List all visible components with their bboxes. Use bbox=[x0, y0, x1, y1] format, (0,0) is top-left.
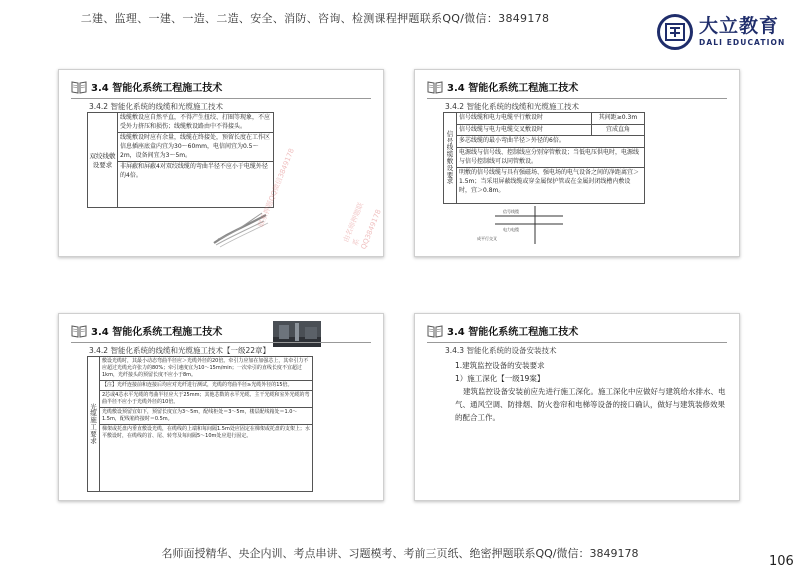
table-row: 电源线与信号线、控制线应分别穿管敷设；当低电压供电时，电源线与信号控制线可以同管敷设。 bbox=[457, 148, 644, 168]
slide-title: 3.4 智能化系统工程施工技术 bbox=[447, 83, 579, 94]
table-cell: 信号线缆与电力电缆交叉敷设时 bbox=[457, 125, 592, 136]
table-row: 2芯或4芯水平光缆的弯曲半径应大于25mm；其他芯数的水平光缆、主干光缆和室外光缆的弯曲半径不应小于光缆外径的10倍。 bbox=[100, 391, 312, 408]
table-cell: 其间距≥0.3m bbox=[598, 114, 638, 121]
book-icon bbox=[71, 324, 87, 338]
slide-subtitle: 3.4.2 智能化系统的线缆和光缆施工技术 bbox=[89, 102, 223, 111]
logo-icon bbox=[657, 14, 693, 50]
slide-4 bbox=[414, 313, 740, 501]
slide-subtitle: 3.4.3 智能化系统的设备安装技术 bbox=[445, 346, 557, 355]
bottom-banner: 名师面授精华、央企内训、考点串讲、习题模考、考前三页纸、绝密押题联系QQ/微信：3849178 bbox=[161, 547, 639, 560]
book-icon bbox=[427, 324, 443, 338]
logo-en: DALI EDUCATION bbox=[699, 38, 786, 48]
slide-title: 3.4 智能化系统工程施工技术 bbox=[91, 83, 223, 94]
table-row bbox=[457, 125, 644, 137]
signal-cable-table bbox=[443, 112, 645, 204]
table-row bbox=[457, 113, 644, 125]
diagram-label: 信号线缆 bbox=[503, 209, 519, 214]
table-side-label: 双绞线敷设要求 bbox=[88, 113, 118, 207]
table-side-label: 光缆施工要求 bbox=[88, 357, 100, 491]
cable-crossing-diagram bbox=[475, 204, 570, 246]
table-cell: 信号线缆和电力电缆平行敷设时 bbox=[457, 113, 592, 124]
diagram-label: 电力电缆 bbox=[503, 227, 519, 232]
table-row: 敷设光缆时，其最小动态弯曲半径应＞光缆外径的20倍。牵引力应加在加强芯上，其牵引力不应超过光缆允许张力的80%；牵引速度宜为10～15m/min；一次牵引的直线长度不宜超过1km，光纤接头的预留长度不应小于8m。 bbox=[100, 357, 312, 381]
divider bbox=[71, 98, 371, 99]
table-row: 线缆敷设时应有余量，线缆在终接处，预留长度在工作区信息插座底盒内宜为30～60mm，电信间宜为0.5～2m，设备间宜为3～5m。 bbox=[118, 133, 273, 162]
watermark: 联系押题QQ微信3849178 bbox=[256, 147, 296, 229]
slide-title: 3.4 智能化系统工程施工技术 bbox=[447, 327, 579, 338]
slide-title: 3.4 智能化系统工程施工技术 bbox=[91, 327, 223, 338]
cable-requirements-table bbox=[87, 112, 274, 208]
table-row: 多芯线缆的最小弯曲半径＞外径的6倍。 bbox=[457, 136, 644, 148]
page-number: 106 bbox=[769, 554, 794, 566]
watermark: 由名师押题联系QQ3849178 bbox=[341, 201, 383, 251]
book-icon bbox=[71, 80, 87, 94]
slide-2 bbox=[414, 69, 740, 257]
slide-3 bbox=[58, 313, 384, 501]
logo-cn: 大立教育 bbox=[699, 15, 780, 38]
site-photo bbox=[273, 321, 321, 347]
table-cell: 宜成直角 bbox=[605, 125, 630, 133]
slide-subtitle: 3.4.2 智能化系统的线缆和光缆施工技术 bbox=[445, 102, 579, 111]
divider bbox=[427, 342, 727, 343]
section-heading: 1.建筑监控设备的安装要求 bbox=[455, 361, 545, 370]
body-paragraph: 建筑监控设备安装前应先进行施工深化。施工深化中应做好与建筑给水排水、电气、通风空调、防排烟、防火卷帘和电梯等设备的接口确认，做好与建筑装修效果的配合工作。 bbox=[455, 387, 726, 422]
slide-1 bbox=[58, 69, 384, 257]
table-row: 梯架或托盘内垂直敷设光缆，在缆线的上端和每间隔1.5m处应固定在梯架或托盘的支架上；水平敷设时，在缆线的首、尾、转弯及每间隔5～10m处应进行固定。 bbox=[102, 426, 310, 439]
divider bbox=[427, 98, 727, 99]
table-row: 明敷的信号线缆与具有强磁场、强电场的电气设备之间的净距离宜＞1.5m；当采用屏蔽线缆或穿金属保护管或在金属封闭线槽内敷设时，宜＞0.8m。 bbox=[459, 169, 640, 194]
optical-cable-table bbox=[87, 356, 313, 492]
book-icon bbox=[427, 80, 443, 94]
table-row: 【注】光纤连接前和连接后均应对光纤进行测试，光缆的弯曲半径≥光缆外径的15倍。 bbox=[100, 381, 312, 391]
table-row: 光缆敷设预留宜如下，预留长度宜为3～5m，配线柜处＝3～5m，楼层配线箱处＝1.0～1.5m，配线箱终接时＝0.5m。 bbox=[100, 408, 312, 425]
diagram-label: 成平行交叉 bbox=[477, 236, 497, 241]
top-banner: 二建、监理、一建、一造、二造、安全、消防、咨询、检测课程押题联系QQ/微信：3849178 bbox=[80, 12, 550, 25]
table-side-label: 信号线缆敷设要求 bbox=[444, 113, 457, 203]
brand-logo bbox=[657, 14, 785, 50]
divider bbox=[71, 342, 371, 343]
section-subheading: 1）施工深化【一级19案】 bbox=[455, 374, 545, 383]
table-row: 非屏蔽和屏蔽4对双绞线缆的弯曲半径不应小于电缆外径的4倍。 bbox=[120, 163, 268, 180]
slide-subtitle: 3.4.2 智能化系统的线缆和光缆施工技术【一级22章】 bbox=[89, 346, 271, 355]
table-row: 线缆敷设应自然平直，不得产生扭绞、打圈等现象，不应受外力挤压和损伤；线缆敷设路由中不得接头。 bbox=[118, 113, 273, 133]
